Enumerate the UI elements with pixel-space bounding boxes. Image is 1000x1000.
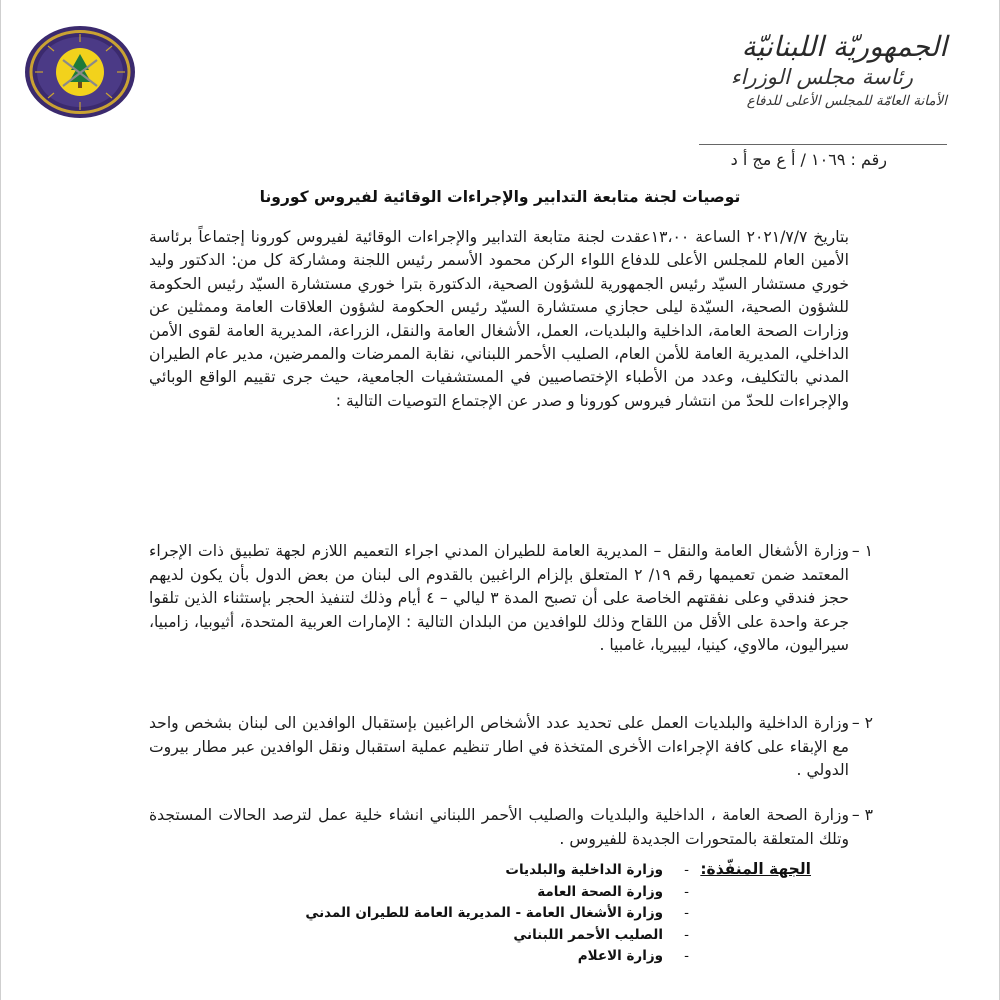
- executing-entity: الصليب الأحمر اللبناني: [513, 926, 663, 943]
- recommendation-text: وزارة الأشغال العامة والنقل – المديرية العامة للطيران المدني اجراء التعميم اللازم لجهة تطبيق ذات الإجراء المعتمد ضمن تعميمها رقم ١٩/ ٢ المتعلق بإلزام الراغبين بالقدوم الى لبنان من بعض الدول بأن يكون لديهم حجز فندقي وعلى نفقتهم الخاصة على أن تصبح المدة ٣ ليالي – ٤ أيام وذلك لتنفيذ الحجر بإستثناء الذين تلقوا جرعة واحدة على الأقل من اللقاح وذلك للوافدين من البلدان التالية : الإمارات العربية المتحدة، أثيوبيا، زامبيا، سيراليون، مالاوي، كينيا، ليبيريا، غامبيا .: [149, 542, 850, 655]
- intro-paragraph: بتاريخ ٢٠٢١/٧/٧ الساعة ١٣،٠٠عقدت لجنة متابعة التدابير والإجراءات الوقائية لفيروس كورونا إجتماعاً برئاسة الأمين العام للمجلس الأعلى للدفاع اللواء الركن محمود الأسمر رئيس اللجنة ومشاركة كل من: الدكتور وليد خوري مستشار السيّد رئيس الجمهورية للشؤون الصحية، الدكتورة بترا خوري مستشارة السيّد رئيس الحكومة للشؤون الصحية، السيّدة ليلى حجازي مستشارة السيّد رئيس الحكومة لشؤون العلاقات العامة وممثلين عن وزارات الصحة العامة، الداخلية والبلديات، العمل، الأشغال العامة والنقل، الزراعة، المديرية العامة لقوى الأمن الداخلي، المديرية العامة للأمن العام، الصليب الأحمر اللبناني، نقابة الممرضات والممرضين، مدير عام الطيران المدني بالتكليف، وعدد من الأطباء الإختصاصيين في المستشفيات الجامعية، حيث جرى تقييم الواقع الوبائي والإجراءات للحدّ من انتشار فيروس كورونا و صدر عن الإجتماع التوصيات التالية :: [149, 228, 849, 410]
- executing-entity: وزارة الاعلام: [577, 948, 663, 964]
- list-dash: -: [684, 905, 689, 921]
- list-item: [305, 860, 689, 882]
- recommendation-item: [149, 540, 873, 658]
- document-title: توصيات لجنة متابعة التدابير والإجراءات الوقائية لفيروس كورونا: [259, 188, 741, 206]
- executing-body-label: الجهة المنفّذة:: [700, 860, 811, 878]
- recommendation-number: ١ –: [851, 542, 873, 560]
- recommendation-text: وزارة الصحة العامة ، الداخلية والبلديات والصليب الأحمر اللبناني انشاء خلية عمل لترصد الحالات المستجدة وتلك المتعلقة بالمتحورات الجديدة للفيروس .: [149, 806, 849, 848]
- letterhead-divider: [699, 144, 947, 145]
- list-item: [305, 903, 689, 925]
- recommendation-number: ٣ –: [851, 806, 873, 824]
- reference-number: رقم : ١٠٦٩ / أ ع مج أ د: [730, 150, 887, 169]
- recommendation-text: وزارة الداخلية والبلديات العمل على تحديد عدد الأشخاص الراغبين بإستقبال الوافدين الى لبنان بشخص واحد مع الإبقاء على كافة الإجراءات الأخرى المتخذة في اطار تنظيم عملية استقبال ونقل الوافدين عبر مطار بيروت الدولي .: [149, 714, 849, 780]
- list-item: [305, 882, 689, 904]
- list-dash: -: [684, 883, 689, 900]
- recommendation-number: ٢ –: [851, 714, 873, 732]
- letterhead: [647, 30, 947, 112]
- executing-entity: وزارة الداخلية والبلديات: [505, 862, 663, 878]
- executing-entities-list: [305, 860, 689, 968]
- recommendation-item: [149, 712, 873, 783]
- letterhead-presidency: رئاسة مجلس الوزراء: [730, 65, 913, 89]
- executing-entity: وزارة الصحة العامة: [537, 883, 663, 900]
- list-dash: -: [684, 926, 689, 943]
- letterhead-republic: الجمهوريّة اللبنانيّة: [741, 30, 947, 63]
- emblem-seal-icon: [23, 24, 137, 120]
- executing-entity: وزارة الأشغال العامة - المديرية العامة للطيران المدني: [305, 905, 663, 921]
- list-item: [305, 925, 689, 947]
- list-dash: -: [684, 862, 689, 878]
- list-item: [305, 946, 689, 968]
- list-dash: -: [684, 948, 689, 964]
- recommendation-item: [149, 804, 873, 851]
- letterhead-secretariat: الأمانة العامّة للمجلس الأعلى للدفاع: [746, 93, 947, 109]
